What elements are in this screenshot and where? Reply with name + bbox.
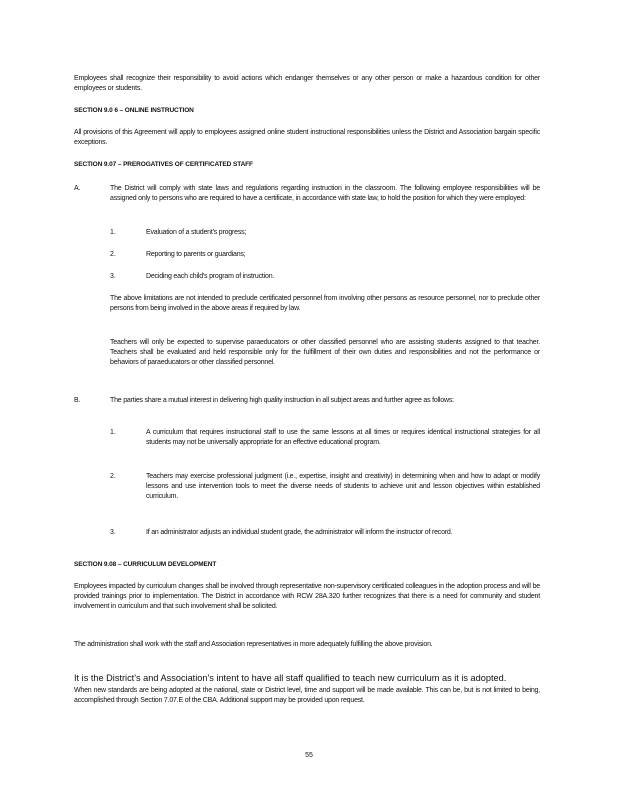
part-a-item-3-number: 3. [110,273,116,280]
part-b-item-1-number: 1. [110,429,116,436]
section-curriculum-body-2: The administration shall work with the staff and Association representatives in more adequately fulfilling the above provision. [74,641,433,648]
closing-large-sentence: It is the District's and Association's intent to have all staff qualified to teach new curriculum as it is adopted. [74,673,507,683]
part-b-item-3-number: 3. [110,529,116,536]
part-a-item-2-text: Reporting to parents or guardians; [146,251,246,258]
part-a-marker: A. [74,185,81,192]
intro-paragraph: Employees shall recognize their responsibility to avoid actions which endanger themselves or any other person or make a hazardous condition for other employees or students. [74,75,540,92]
section-online-instruction-heading: SECTION 9.0 6 – ONLINE INSTRUCTION [74,107,194,114]
part-a-item-1-text: Evaluation of a student's progress; [146,229,247,236]
section-curriculum-body: Employees impacted by curriculum changes shall be involved through representative non-supervisory certificated colleagues in the adoption process and will be provided trainings prior to implementation. The District in accordance with RCW 28A.320 further recognizes that there is a need for community and student involvement in curriculum and that such involvement shall be solicited. [74,583,540,610]
part-b-text: The parties share a mutual interest in delivering high quality instruction in all subject areas and further agree as follows: [110,397,454,404]
part-b-marker: B. [74,397,81,404]
part-a-paragraph-3: Teachers will only be expected to supervise paraeducators or other classified personnel who are assisting students assigned to that teacher. Teachers shall be evaluated and held responsible only for the fulfillment of their own duties and responsibilities and not the performance or behaviors of paraeducators or other classified personnel. [110,339,540,366]
section-curriculum-heading: SECTION 9.08 – CURRICULUM DEVELOPMENT [74,561,217,568]
page-number: 55 [305,752,313,759]
section-prerogatives-heading: SECTION 9.07 – PREROGATIVES OF CERTIFICATED STAFF [74,161,253,168]
part-a-paragraph-2: The above limitations are not intended to preclude certificated personnel from involving other persons as resource personnel, nor to preclude other persons from being involved in the above areas if required by law. [110,295,540,312]
part-a-text: The District will comply with state laws and regulations regarding instruction in the classroom. The following employee responsibilities will be assigned only to persons who are required to have a certificate, in accordance with state law, to hold the position for which they were employed: [110,185,540,202]
closing-small-paragraph: When new standards are being adopted at the national, state or District level, time and support will be made available. This can be, but is not limited to being, accomplished through Section 7.07.E of the CBA. Additional support may be provided upon request. [74,687,540,704]
part-b-item-2-number: 2. [110,473,116,480]
section-online-instruction-body: All provisions of this Agreement will apply to employees assigned online student instructional responsibilities unless the District and Association bargain specific exceptions. [74,129,540,146]
part-a-item-1-number: 1. [110,229,116,236]
part-b-item-1-text: A curriculum that requires instructional staff to use the same lessons at all times or requires identical instructional strategies for all students may not be universally appropriate for an effective educational program. [146,429,540,446]
part-b-item-3-text: If an administrator adjusts an individual student grade, the administrator will inform the instructor of record. [146,529,453,536]
part-a-item-3-text: Deciding each child's program of instruction. [146,273,275,280]
part-a-item-2-number: 2. [110,251,116,258]
part-b-item-2-text: Teachers may exercise professional judgment (i.e., expertise, insight and creativity) in determining when and how to adapt or modify lessons and use intervention tools to meet the diverse needs of students to achieve unit and lesson objectives within established curriculum. [146,473,540,500]
